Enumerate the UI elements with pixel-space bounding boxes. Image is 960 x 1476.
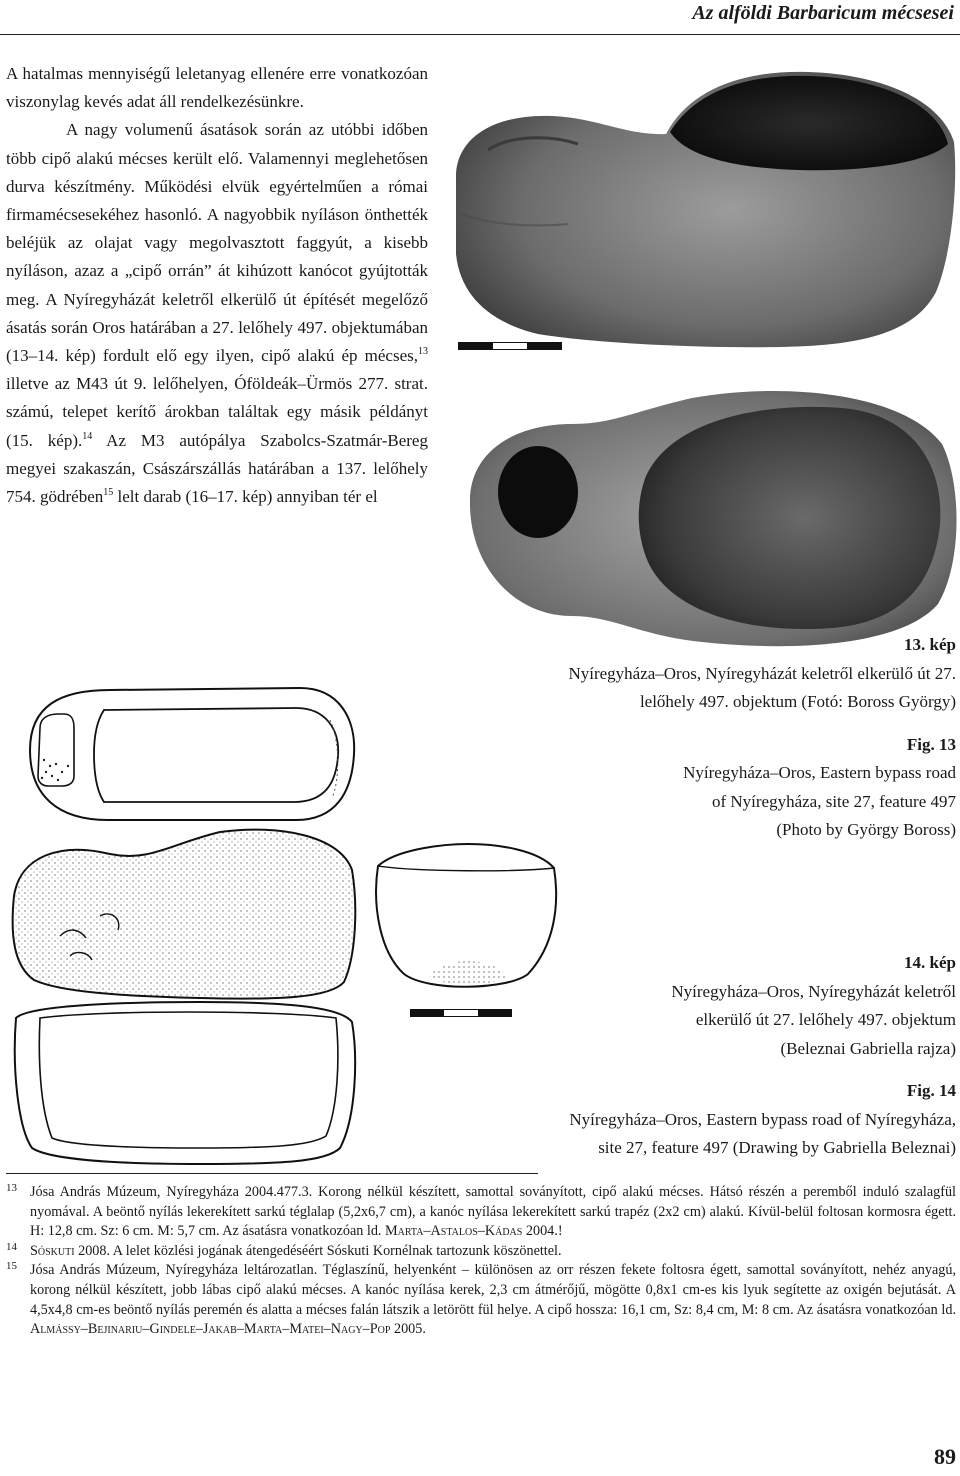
fig14-caption-hu-line: elkerülő út 27. lelőhely 497. objektum bbox=[695, 1010, 956, 1029]
body-text-run: illetve az M43 út 9. lelőhelyen, Óföldeák–Ürmös 277. strat. számú, telepet kerítő árokban találtak egy másik példányt (15. kép). bbox=[6, 374, 428, 450]
page-number: 89 bbox=[934, 1444, 956, 1469]
fig14-caption-number: 14. kép bbox=[904, 953, 956, 972]
fig13-caption-number: 13. kép bbox=[904, 635, 956, 654]
footnote-rule bbox=[6, 1173, 538, 1174]
fig14-caption-hu-line: Nyíregyháza–Oros, Nyíregyházát keletről bbox=[671, 981, 956, 1001]
footnote-number: 14 bbox=[6, 1240, 17, 1253]
fig13-photo-top bbox=[462, 384, 960, 652]
fig14-scale-bar bbox=[410, 1009, 512, 1017]
footnote-text-run: 2005. bbox=[390, 1321, 426, 1338]
fig13-caption bbox=[568, 631, 956, 845]
body-paragraph bbox=[6, 116, 428, 511]
footnote-text-run: Jósa András Múzeum, Nyíregyháza 2004.477.3. Korong nélkül készített, samottal soványított, cipő alakú mécses. Hátsó részén a peremből induló szalagfül nyomával. A beöntő nyílás lekerekített sarkú téglalap (5,2x6,7 cm), a kanóc nyílása lekerekített sarkú trapéz (2x2 cm) alakú. Kívül-belül foltosan kormosra égett. H: 12,8 cm. Sz: 6 cm. M: 5,7 cm. Az ásatásra vonatkozóan ld. bbox=[30, 1184, 956, 1240]
footnote bbox=[6, 1183, 956, 1242]
body-text-run: A nagy volumenű ásatások során az utóbbi időben több cipő alakú mécses került elő. Valamennyi meglehetősen durva készítmény. Működési elvük egyértelműen a római firmamécsesekéhez hasonló. A nagyobbik nyíláson önthették beléjük az olajat vagy megolvasztott faggyút, a kisebb nyíláson, azaz a „cipő orrán” át kihúzott kanócot gyújtották meg. A Nyíregyházát keletről elkerülő út építését megelőző ásatás során Oros határában a 27. lelőhely 497. objektumában (13–14. kép) fordult elő egy ilyen, cipő alakú ép mécses, bbox=[6, 120, 428, 366]
fig13-caption-en-line: of Nyíregyháza, site 27, feature 497 bbox=[711, 791, 956, 811]
footnote-text-run: Jósa András Múzeum, Nyíregyháza leltározatlan. Téglaszínű, helyenként – különösen az orr részen fekete foltosra égett, samottal soványított, nehéz anyagú, korong nélkül készített, jobb lábas cipő alakú mécses. A kanóc nyílása kerek, 2,3 cm átmérőjű, mögötte 0,8x1 cm-es kis lyuk segítette az oxigén bejutását. A 4,5x4,8 cm-es beöntő nyílás peremén és alatta a mécses falán látszik a letörött fül helye. A cipő hossza: 16,1 cm, Sz: 8,4 cm, M: 8 cm. Az ásatásra vonatkozóan ld. bbox=[30, 1262, 956, 1318]
fig13-caption-hu-line: lelőhely 497. objektum (Fotó: Boross György) bbox=[639, 692, 956, 711]
fig14-drawing-front-view bbox=[368, 836, 564, 996]
footnote-number: 15 bbox=[6, 1260, 17, 1273]
fig13-caption-en-line: (Photo by György Boross) bbox=[776, 820, 956, 839]
footnote-reference: 13 bbox=[418, 346, 428, 358]
fig14-drawing-top-view bbox=[0, 680, 360, 828]
fig13-photo-side bbox=[448, 64, 958, 354]
footnote-text-run: 2004.! bbox=[522, 1223, 563, 1240]
fig13-caption-fig-number: Fig. 13 bbox=[906, 734, 956, 754]
fig14-drawing-section bbox=[0, 998, 360, 1166]
body-text-run: lelt darab (16–17. kép) annyiban tér el bbox=[113, 487, 378, 507]
running-head bbox=[0, 0, 960, 40]
running-head-title: Az alföldi Barbaricum mécsesei bbox=[692, 2, 954, 24]
body-text-run: A hatalmas mennyiségű leletanyag ellenére erre vonatkozóan viszonylag kevés adat áll rendelkezésünkre. bbox=[6, 64, 428, 112]
footnote bbox=[6, 1242, 956, 1262]
fig13-caption-en-line: Nyíregyháza–Oros, Eastern bypass road bbox=[683, 763, 956, 782]
fig14-caption-hu-line: (Beleznai Gabriella rajza) bbox=[780, 1038, 956, 1058]
footnotes bbox=[6, 1183, 956, 1340]
running-head-rule bbox=[0, 34, 960, 35]
body-text bbox=[6, 60, 428, 511]
body-paragraph bbox=[6, 60, 428, 116]
footnote-author-citation: Almássy–Bejinariu–Gindele–Jakab–Marta–Matei–Nagy–Pop bbox=[30, 1321, 391, 1338]
footnote-reference: 14 bbox=[82, 430, 93, 442]
footnote-reference: 15 bbox=[103, 487, 114, 499]
footnote-author-citation: Sóskuti bbox=[30, 1242, 75, 1259]
fig14-caption-en-line: site 27, feature 497 (Drawing by Gabriella Beleznai) bbox=[598, 1138, 956, 1157]
footnote-number: 13 bbox=[6, 1182, 17, 1194]
fig14-caption-en-line: Nyíregyháza–Oros, Eastern bypass road of Nyíregyháza, bbox=[569, 1109, 956, 1129]
body-text-run: Az M3 autópálya Szabolcs-Szatmár-Bereg megyei szakaszán, Császárszállás határában a 137. lelőhely 754. gödrében bbox=[6, 430, 428, 507]
footnote-text-run: 2008. A lelet közlési jogának átengedéséért Sóskuti Kornélnak tartozunk köszönettel. bbox=[74, 1242, 562, 1259]
footnote bbox=[6, 1261, 956, 1339]
footnote-author-citation: Marta–Astalos–Kádas bbox=[385, 1223, 523, 1240]
fig14-caption bbox=[569, 949, 956, 1163]
fig14-drawing-side-view bbox=[0, 826, 360, 1002]
fig14-caption-fig-number: Fig. 14 bbox=[906, 1081, 956, 1100]
fig13-caption-hu-line: Nyíregyháza–Oros, Nyíregyházát keletről elkerülő út 27. bbox=[568, 663, 956, 683]
fig13-scale-bar bbox=[458, 342, 562, 350]
